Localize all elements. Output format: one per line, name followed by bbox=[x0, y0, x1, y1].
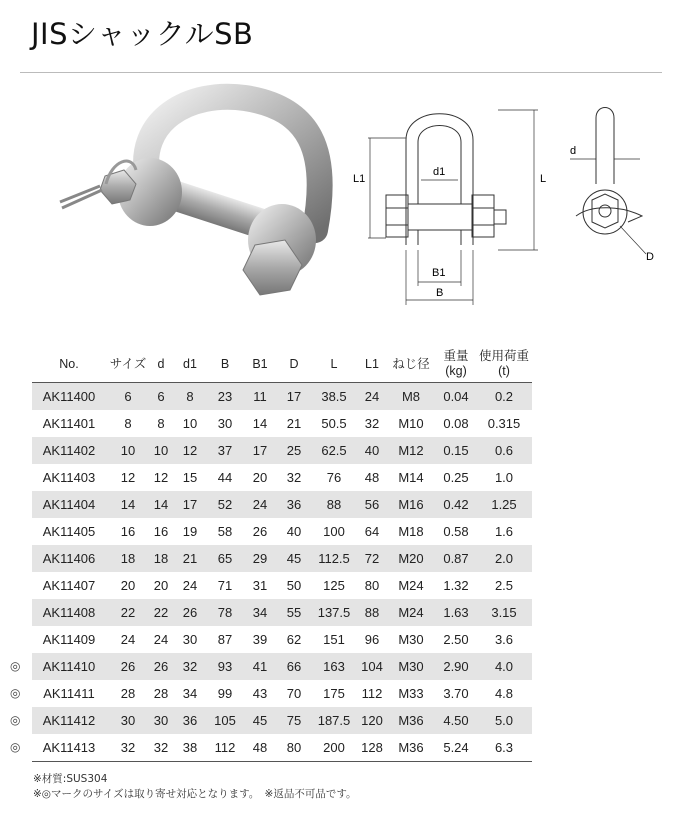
table-cell: 105 bbox=[208, 707, 242, 734]
table-cell: 32 bbox=[172, 653, 208, 680]
note-material: ※材質:SUS304 bbox=[33, 773, 108, 785]
table-cell: 32 bbox=[150, 734, 172, 762]
table-cell: 4.8 bbox=[476, 680, 532, 707]
table-cell: M8 bbox=[386, 383, 436, 411]
col-d: d bbox=[157, 356, 165, 371]
title-divider bbox=[20, 72, 662, 73]
table-cell: 1.25 bbox=[476, 491, 532, 518]
table-cell: 6 bbox=[106, 383, 150, 411]
table-cell: M36 bbox=[386, 734, 436, 762]
table-cell: 12 bbox=[172, 437, 208, 464]
table-cell: 43 bbox=[242, 680, 278, 707]
table-cell: 4.50 bbox=[436, 707, 476, 734]
table-cell: 17 bbox=[172, 491, 208, 518]
table-cell: AK11406 bbox=[32, 545, 106, 572]
table-cell: M30 bbox=[386, 653, 436, 680]
table-cell: 0.315 bbox=[476, 410, 532, 437]
table-cell: 120 bbox=[358, 707, 386, 734]
table-cell: 10 bbox=[150, 437, 172, 464]
table-cell: 3.15 bbox=[476, 599, 532, 626]
table-row bbox=[32, 707, 532, 734]
table-cell: 38.5 bbox=[310, 383, 358, 411]
table-cell: 40 bbox=[358, 437, 386, 464]
table-cell: 12 bbox=[150, 464, 172, 491]
page-title: JISシャックルSB bbox=[31, 17, 254, 51]
table-cell: M33 bbox=[386, 680, 436, 707]
table-cell: 34 bbox=[242, 599, 278, 626]
table-cell: 163 bbox=[310, 653, 358, 680]
col-l1: L1 bbox=[365, 356, 379, 371]
table-cell: AK11404 bbox=[32, 491, 106, 518]
col-b1: B1 bbox=[252, 356, 268, 371]
table-cell: 62 bbox=[278, 626, 310, 653]
table-cell: 23 bbox=[208, 383, 242, 411]
table-cell: 0.87 bbox=[436, 545, 476, 572]
dim-label-d: d bbox=[570, 145, 577, 157]
table-cell: 20 bbox=[242, 464, 278, 491]
col-load-unit: (t) bbox=[498, 364, 510, 378]
table-cell: 14 bbox=[242, 410, 278, 437]
table-cell: 0.25 bbox=[436, 464, 476, 491]
table-cell: 137.5 bbox=[310, 599, 358, 626]
table-cell: M24 bbox=[386, 572, 436, 599]
table-cell: 66 bbox=[278, 653, 310, 680]
table-cell: 100 bbox=[310, 518, 358, 545]
col-d1: d1 bbox=[183, 356, 197, 371]
table-cell: 4.0 bbox=[476, 653, 532, 680]
table-cell: 88 bbox=[310, 491, 358, 518]
table-cell: AK11412 bbox=[32, 707, 106, 734]
table-cell: 5.0 bbox=[476, 707, 532, 734]
col-no: No. bbox=[59, 356, 79, 371]
table-cell: 125 bbox=[310, 572, 358, 599]
table-cell: M10 bbox=[386, 410, 436, 437]
table-cell: 20 bbox=[106, 572, 150, 599]
dim-label-L: L bbox=[540, 173, 547, 185]
table-cell: 70 bbox=[278, 680, 310, 707]
table-cell: 3.70 bbox=[436, 680, 476, 707]
table-cell: 0.15 bbox=[436, 437, 476, 464]
table-cell: 26 bbox=[106, 653, 150, 680]
table-cell: 32 bbox=[278, 464, 310, 491]
order-mark-icon: ◎ bbox=[10, 686, 21, 700]
table-cell: 112 bbox=[208, 734, 242, 762]
table-header-row bbox=[32, 346, 532, 383]
table-cell: 20 bbox=[150, 572, 172, 599]
col-b: B bbox=[220, 356, 230, 371]
table-cell: 17 bbox=[242, 437, 278, 464]
table-row bbox=[32, 437, 532, 464]
table-cell: 0.42 bbox=[436, 491, 476, 518]
table-cell: 11 bbox=[242, 383, 278, 411]
table-cell: 6.3 bbox=[476, 734, 532, 762]
table-cell: 37 bbox=[208, 437, 242, 464]
col-weight-top: 重量 bbox=[443, 349, 469, 363]
table-cell: 30 bbox=[208, 410, 242, 437]
table-cell: 29 bbox=[242, 545, 278, 572]
table-cell: M14 bbox=[386, 464, 436, 491]
col-size: サイズ bbox=[109, 356, 147, 371]
table-cell: 12 bbox=[106, 464, 150, 491]
table-cell: 75 bbox=[278, 707, 310, 734]
table-cell: 26 bbox=[172, 599, 208, 626]
table-cell: 15 bbox=[172, 464, 208, 491]
order-mark-icon: ◎ bbox=[10, 713, 21, 727]
table-cell: 88 bbox=[358, 599, 386, 626]
table-cell: 56 bbox=[358, 491, 386, 518]
table-cell: 200 bbox=[310, 734, 358, 762]
table-cell: M16 bbox=[386, 491, 436, 518]
table-cell: 8 bbox=[106, 410, 150, 437]
table-cell: 19 bbox=[172, 518, 208, 545]
table-cell: M30 bbox=[386, 626, 436, 653]
table-cell: 24 bbox=[172, 572, 208, 599]
table-row bbox=[32, 734, 532, 762]
col-l: L bbox=[330, 356, 338, 371]
side-dimension-drawing bbox=[562, 104, 662, 274]
table-cell: AK11405 bbox=[32, 518, 106, 545]
table-cell: 1.32 bbox=[436, 572, 476, 599]
table-cell: 22 bbox=[150, 599, 172, 626]
table-row bbox=[32, 653, 532, 680]
table-cell: 175 bbox=[310, 680, 358, 707]
table-cell: 99 bbox=[208, 680, 242, 707]
table-cell: 50 bbox=[278, 572, 310, 599]
col-weight-unit: (kg) bbox=[445, 364, 467, 378]
table-cell: 76 bbox=[310, 464, 358, 491]
table-cell: 0.58 bbox=[436, 518, 476, 545]
table-cell: AK11401 bbox=[32, 410, 106, 437]
table-cell: 87 bbox=[208, 626, 242, 653]
table-row bbox=[32, 518, 532, 545]
table-cell: 128 bbox=[358, 734, 386, 762]
col-dd: D bbox=[289, 356, 299, 371]
table-cell: 14 bbox=[106, 491, 150, 518]
table-cell: 104 bbox=[358, 653, 386, 680]
table-cell: M18 bbox=[386, 518, 436, 545]
col-load bbox=[476, 346, 532, 383]
table-cell: 34 bbox=[172, 680, 208, 707]
table-cell: AK11410 bbox=[32, 653, 106, 680]
table-cell: 151 bbox=[310, 626, 358, 653]
col-weight bbox=[436, 346, 476, 383]
footnotes bbox=[33, 772, 357, 802]
table-cell: 24 bbox=[358, 383, 386, 411]
dim-label-d1: d1 bbox=[433, 166, 446, 178]
table-cell: 25 bbox=[278, 437, 310, 464]
table-row bbox=[32, 491, 532, 518]
table-cell: AK11400 bbox=[32, 383, 106, 411]
table-cell: 30 bbox=[150, 707, 172, 734]
table-cell: 5.24 bbox=[436, 734, 476, 762]
col-thread: ねじ径 bbox=[392, 356, 430, 371]
table-cell: 18 bbox=[106, 545, 150, 572]
table-cell: 58 bbox=[208, 518, 242, 545]
table-cell: 112.5 bbox=[310, 545, 358, 572]
table-cell: 3.6 bbox=[476, 626, 532, 653]
table-cell: 26 bbox=[242, 518, 278, 545]
table-cell: AK11407 bbox=[32, 572, 106, 599]
table-cell: M36 bbox=[386, 707, 436, 734]
table-cell: AK11403 bbox=[32, 464, 106, 491]
table-cell: 48 bbox=[242, 734, 278, 762]
table-cell: 55 bbox=[278, 599, 310, 626]
table-cell: 10 bbox=[172, 410, 208, 437]
table-cell: 64 bbox=[358, 518, 386, 545]
dim-label-L1: L1 bbox=[353, 173, 366, 185]
table-cell: M20 bbox=[386, 545, 436, 572]
table-cell: 24 bbox=[242, 491, 278, 518]
table-cell: 0.04 bbox=[436, 383, 476, 411]
front-dimension-drawing bbox=[348, 100, 548, 310]
table-row bbox=[32, 464, 532, 491]
note-order: ※◎マークのサイズは取り寄せ対応となります。 ※返品不可品です。 bbox=[33, 788, 357, 800]
table-cell: 2.90 bbox=[436, 653, 476, 680]
table-cell: 41 bbox=[242, 653, 278, 680]
table-row bbox=[32, 599, 532, 626]
table-cell: AK11408 bbox=[32, 599, 106, 626]
table-cell: 44 bbox=[208, 464, 242, 491]
table-cell: 18 bbox=[150, 545, 172, 572]
table-cell: 1.63 bbox=[436, 599, 476, 626]
table-cell: 65 bbox=[208, 545, 242, 572]
table-cell: 31 bbox=[242, 572, 278, 599]
order-mark-icon: ◎ bbox=[10, 659, 21, 673]
table-cell: 24 bbox=[150, 626, 172, 653]
table-cell: 0.6 bbox=[476, 437, 532, 464]
table-cell: 21 bbox=[172, 545, 208, 572]
table-cell: 78 bbox=[208, 599, 242, 626]
table-cell: 40 bbox=[278, 518, 310, 545]
table-cell: 1.0 bbox=[476, 464, 532, 491]
table-cell: 26 bbox=[150, 653, 172, 680]
table-row bbox=[32, 410, 532, 437]
table-cell: 30 bbox=[106, 707, 150, 734]
table-cell: 96 bbox=[358, 626, 386, 653]
dim-label-D: D bbox=[646, 251, 654, 263]
table-row bbox=[32, 572, 532, 599]
table-cell: 36 bbox=[172, 707, 208, 734]
table-cell: 16 bbox=[150, 518, 172, 545]
table-cell: 93 bbox=[208, 653, 242, 680]
dim-label-B1: B1 bbox=[432, 267, 446, 279]
table-cell: 112 bbox=[358, 680, 386, 707]
table-cell: 6 bbox=[150, 383, 172, 411]
table-cell: 36 bbox=[278, 491, 310, 518]
table-cell: 8 bbox=[150, 410, 172, 437]
table-cell: 38 bbox=[172, 734, 208, 762]
dim-label-B: B bbox=[436, 287, 444, 299]
table-row bbox=[32, 626, 532, 653]
table-cell: 39 bbox=[242, 626, 278, 653]
table-cell: 72 bbox=[358, 545, 386, 572]
table-cell: M24 bbox=[386, 599, 436, 626]
table-cell: 10 bbox=[106, 437, 150, 464]
table-cell: 45 bbox=[242, 707, 278, 734]
table-cell: 24 bbox=[106, 626, 150, 653]
table-cell: 30 bbox=[172, 626, 208, 653]
table-cell: 45 bbox=[278, 545, 310, 572]
table-row bbox=[32, 680, 532, 707]
table-cell: 21 bbox=[278, 410, 310, 437]
table-cell: 80 bbox=[278, 734, 310, 762]
table-cell: 8 bbox=[172, 383, 208, 411]
table-cell: 1.6 bbox=[476, 518, 532, 545]
table-cell: AK11409 bbox=[32, 626, 106, 653]
table-cell: 52 bbox=[208, 491, 242, 518]
order-mark-icon: ◎ bbox=[10, 740, 21, 754]
table-cell: 62.5 bbox=[310, 437, 358, 464]
col-load-top: 使用荷重 bbox=[478, 349, 529, 363]
table-cell: 2.0 bbox=[476, 545, 532, 572]
table-row bbox=[32, 545, 532, 572]
table-cell: 22 bbox=[106, 599, 150, 626]
table-cell: AK11411 bbox=[32, 680, 106, 707]
table-cell: 32 bbox=[358, 410, 386, 437]
table-cell: M12 bbox=[386, 437, 436, 464]
table-cell: AK11413 bbox=[32, 734, 106, 762]
table-cell: 50.5 bbox=[310, 410, 358, 437]
table-cell: 187.5 bbox=[310, 707, 358, 734]
table-cell: 17 bbox=[278, 383, 310, 411]
table-cell: 16 bbox=[106, 518, 150, 545]
shackle-photo bbox=[40, 80, 340, 320]
table-cell: 0.2 bbox=[476, 383, 532, 411]
table-cell: 28 bbox=[150, 680, 172, 707]
table-cell: 28 bbox=[106, 680, 150, 707]
table-cell: 2.5 bbox=[476, 572, 532, 599]
table-row bbox=[32, 383, 532, 411]
spec-table bbox=[32, 346, 532, 762]
table-cell: 32 bbox=[106, 734, 150, 762]
table-cell: 14 bbox=[150, 491, 172, 518]
table-cell: 71 bbox=[208, 572, 242, 599]
table-cell: 0.08 bbox=[436, 410, 476, 437]
table-cell: AK11402 bbox=[32, 437, 106, 464]
table-cell: 80 bbox=[358, 572, 386, 599]
table-cell: 2.50 bbox=[436, 626, 476, 653]
table-cell: 48 bbox=[358, 464, 386, 491]
